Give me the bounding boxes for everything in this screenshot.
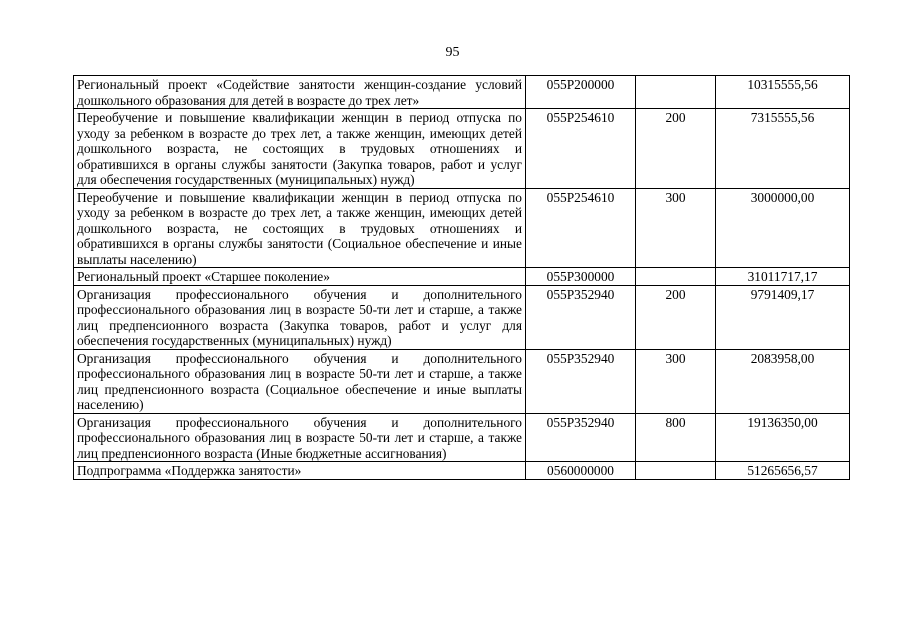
row-expense-type-cell: 800 <box>636 413 716 462</box>
row-name-cell: Организация профессионального обучения и дополнительного профессионального образования лиц в возрасте 50-ти лет и старше, а также лиц предпенсионного возраста (Закупка товаров, работ и услуг для обеспечения государственных (муниципальных) нужд) <box>74 285 526 349</box>
row-expense-type-cell: 200 <box>636 109 716 189</box>
table-row <box>74 268 850 286</box>
row-amount-cell: 19136350,00 <box>716 413 850 462</box>
row-code-cell: 055P352940 <box>526 349 636 413</box>
row-code-cell: 055P352940 <box>526 413 636 462</box>
row-name-cell: Переобучение и повышение квалификации женщин в период отпуска по уходу за ребенком в возрасте до трех лет, а также женщин, имеющих детей дошкольного возраста, не состоящих в трудовых отношениях и обратившихся в органы службы занятости (Социальное обеспечение и иные выплаты населению) <box>74 188 526 268</box>
row-code-cell: 055P254610 <box>526 109 636 189</box>
row-code-cell: 055P254610 <box>526 188 636 268</box>
table-row <box>74 413 850 462</box>
row-amount-cell: 51265656,57 <box>716 462 850 480</box>
row-amount-cell: 10315555,56 <box>716 76 850 109</box>
row-expense-type-cell: 300 <box>636 188 716 268</box>
row-name-cell: Организация профессионального обучения и дополнительного профессионального образования лиц в возрасте 50-ти лет и старше, а также лиц предпенсионного возраста (Социальное обеспечение и иные выплаты населению) <box>74 349 526 413</box>
row-name-cell: Переобучение и повышение квалификации женщин в период отпуска по уходу за ребенком в возрасте до трех лет, а также женщин, имеющих детей дошкольного возраста, не состоящих в трудовых отношениях и обратившихся в органы службы занятости (Закупка товаров, работ и услуг для обеспечения государственных (муниципальных) нужд) <box>74 109 526 189</box>
table-row <box>74 285 850 349</box>
row-amount-cell: 2083958,00 <box>716 349 850 413</box>
row-amount-cell: 31011717,17 <box>716 268 850 286</box>
row-amount-cell: 7315555,56 <box>716 109 850 189</box>
row-code-cell: 055P200000 <box>526 76 636 109</box>
row-name-cell: Подпрограмма «Поддержка занятости» <box>74 462 526 480</box>
table-row <box>74 188 850 268</box>
row-name-cell: Региональный проект «Старшее поколение» <box>74 268 526 286</box>
table-row <box>74 109 850 189</box>
row-amount-cell: 9791409,17 <box>716 285 850 349</box>
row-amount-cell: 3000000,00 <box>716 188 850 268</box>
row-name-cell: Организация профессионального обучения и дополнительного профессионального образования лиц в возрасте 50-ти лет и старше, а также лиц предпенсионного возраста (Иные бюджетные ассигнования) <box>74 413 526 462</box>
row-name-cell: Региональный проект «Содействие занятости женщин-создание условий дошкольного образования для детей в возрасте до трех лет» <box>74 76 526 109</box>
table-row <box>74 462 850 480</box>
budget-table <box>73 75 850 480</box>
table-row <box>74 76 850 109</box>
page-number: 95 <box>445 45 460 60</box>
table-row <box>74 349 850 413</box>
row-expense-type-cell <box>636 76 716 109</box>
row-code-cell: 055P300000 <box>526 268 636 286</box>
row-expense-type-cell <box>636 268 716 286</box>
row-code-cell: 0560000000 <box>526 462 636 480</box>
row-code-cell: 055P352940 <box>526 285 636 349</box>
row-expense-type-cell: 200 <box>636 285 716 349</box>
row-expense-type-cell <box>636 462 716 480</box>
row-expense-type-cell: 300 <box>636 349 716 413</box>
